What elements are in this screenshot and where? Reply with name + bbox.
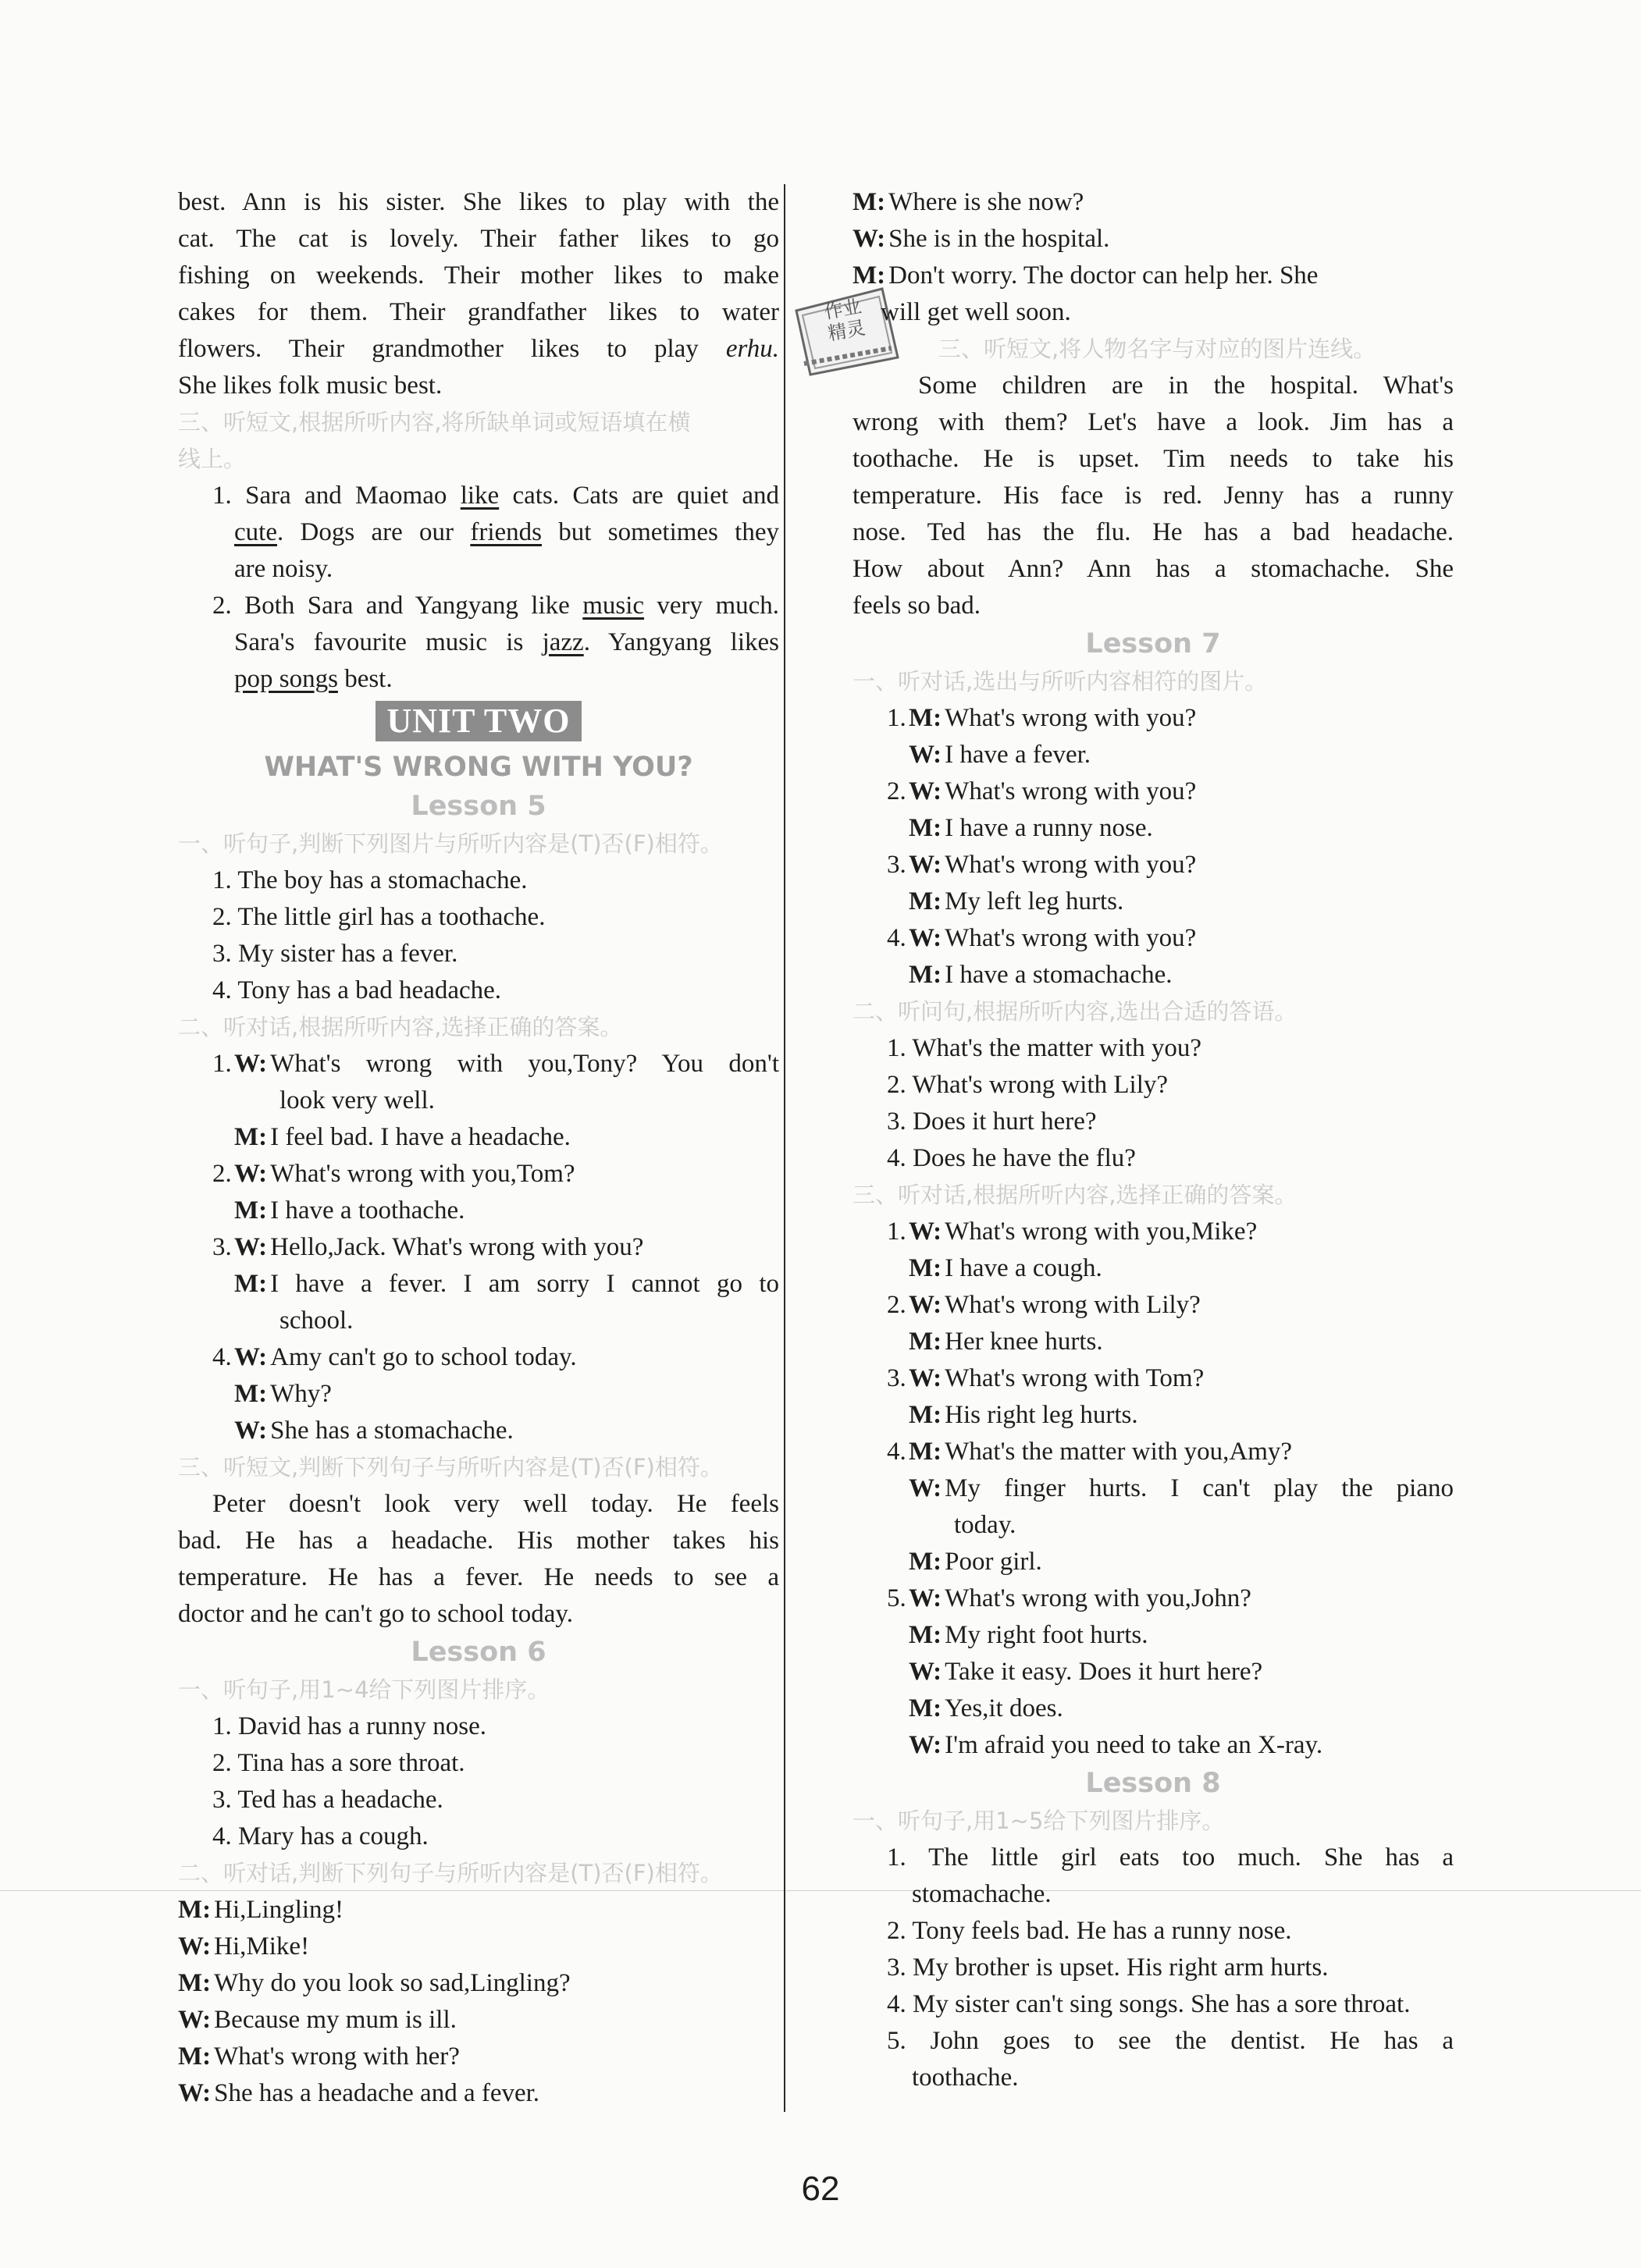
dialogue-line	[853, 1544, 1454, 1580]
speaker-label: W:	[909, 1474, 942, 1502]
item-number: 3.	[887, 1364, 906, 1392]
left-column	[178, 184, 779, 2112]
dialogue-text: Why?	[270, 1380, 332, 1408]
dialogue-line	[853, 883, 1454, 920]
fill-answer: music	[582, 592, 645, 620]
dialogue-text: What's wrong with you,Mike?	[945, 1218, 1258, 1246]
fill-text: 2. Both Sara and Yangyang like	[212, 592, 583, 620]
dialogue-text: Poor girl.	[945, 1548, 1042, 1576]
dialogue-line	[853, 1324, 1454, 1360]
paragraph-line: She likes folk music best.	[178, 371, 443, 400]
dialogue-line	[853, 1434, 1454, 1470]
fill-text: cats. Cats are quiet and	[499, 482, 779, 510]
paragraph-line: feels so bad.	[853, 592, 981, 620]
stamp-text: 作业	[822, 295, 863, 324]
dialogue-text: Hello,Jack. What's wrong with you?	[270, 1233, 644, 1261]
item-number: 3.	[887, 851, 906, 879]
dialogue-text: I have a runny nose.	[945, 814, 1153, 842]
dialogue	[853, 700, 1454, 994]
list-item: 1. What's the matter with you?	[887, 1034, 1202, 1062]
speaker-label: W:	[909, 741, 942, 769]
speaker-label: M:	[234, 1270, 268, 1298]
dialogue-line	[853, 1654, 1454, 1690]
speaker-label: M:	[909, 704, 942, 732]
dialogue-text: She has a stomachache.	[270, 1417, 514, 1445]
dialogue-text: She is in the hospital.	[888, 225, 1110, 253]
item-number: 3.	[212, 1233, 232, 1261]
dialogue-text: Amy can't go to school today.	[270, 1343, 577, 1371]
speaker-label: W:	[909, 1218, 942, 1246]
dialogue-line	[178, 1156, 779, 1193]
dialogue-line	[853, 1214, 1454, 1250]
fill-item: are noisy.	[234, 555, 333, 583]
speaker-label: W:	[234, 1050, 268, 1078]
list-item: 1. The boy has a stomachache.	[212, 866, 528, 894]
dialogue-line	[853, 737, 1454, 773]
item-number: 4.	[887, 1438, 906, 1466]
list-item: 3. Ted has a headache.	[212, 1786, 443, 1814]
speaker-label: W:	[178, 1932, 212, 1961]
speaker-label: W:	[909, 777, 942, 805]
dialogue-text: will get well soon.	[881, 298, 1071, 326]
list-item: 2. Tony feels bad. He has a runny nose.	[887, 1917, 1292, 1945]
dialogue-text: What's wrong with Lily?	[945, 1291, 1201, 1319]
list-item: 4. My sister can't sing songs. She has a sore throat.	[887, 1990, 1411, 2018]
dialogue-line	[853, 810, 1454, 847]
dialogue-line	[853, 1470, 1454, 1507]
dialogue-text: I have a fever. I am sorry I cannot go to	[270, 1270, 779, 1298]
list-item: 1. David has a runny nose.	[212, 1712, 487, 1740]
dialogue-line	[178, 1376, 779, 1413]
right-column	[853, 184, 1454, 2096]
dialogue	[853, 1214, 1454, 1764]
erhu-word: erhu.	[725, 335, 779, 363]
list-item: 5. John goes to see the dentist. He has a	[887, 2027, 1454, 2055]
dialogue-line	[853, 920, 1454, 957]
stamp-text: 精灵	[826, 316, 867, 345]
fill-item	[178, 588, 779, 624]
paragraph-line: nose. Ted has the flu. He has a bad headache.	[853, 518, 1454, 546]
fill-answer: like	[460, 482, 500, 510]
lesson-heading: Lesson 7	[1085, 628, 1221, 659]
item-number: 2.	[212, 1160, 232, 1188]
paragraph-line: Some children are in the hospital. What's	[918, 371, 1454, 400]
speaker-label: W:	[909, 1291, 942, 1319]
paragraph-text: flowers. Their grandmother likes to play	[178, 335, 726, 363]
dialogue-text: What's wrong with you,Tony? You don't	[270, 1050, 779, 1078]
dialogue-text: What's the matter with you,Amy?	[945, 1438, 1293, 1466]
column-divider	[784, 184, 785, 2112]
dialogue-line	[178, 2075, 779, 2112]
section-heading: 线上。	[178, 446, 247, 472]
section-heading: 三、听短文,根据所听内容,将所缺单词或短语填在横	[178, 409, 691, 435]
paragraph-line: wrong with them? Let's have a look. Jim has a	[853, 408, 1454, 436]
dialogue-line	[178, 1266, 779, 1303]
fill-item	[178, 514, 779, 551]
paragraph-line: fishing on weekends. Their mother likes to make	[178, 261, 779, 290]
item-number: 1.	[212, 1050, 232, 1078]
dialogue-line	[178, 1965, 779, 2002]
dialogue-text: What's wrong with you?	[945, 851, 1197, 879]
speaker-label: W:	[234, 1160, 268, 1188]
dialogue-line	[853, 221, 1454, 258]
section-heading: 三、听短文,判断下列句子与所听内容是(T)否(F)相符。	[178, 1454, 723, 1481]
dialogue-text: What's wrong with you?	[945, 777, 1197, 805]
unit-banner	[178, 698, 779, 748]
dialogue-text: His right leg hurts.	[945, 1401, 1138, 1429]
speaker-label: M:	[909, 1401, 942, 1429]
dialogue-text: My left leg hurts.	[945, 887, 1124, 915]
dialogue-line	[178, 2002, 779, 2039]
dialogue-line	[178, 1413, 779, 1449]
fill-text: Sara's favourite music is	[234, 628, 543, 656]
fill-answer: friends	[470, 518, 542, 546]
dialogue-line: school.	[279, 1306, 354, 1335]
lesson-heading: Lesson 6	[411, 1637, 546, 1668]
fill-answer: cute	[234, 518, 277, 546]
fill-answer: jazz	[542, 628, 584, 656]
speaker-label: M:	[909, 887, 942, 915]
dialogue-text: Yes,it does.	[945, 1694, 1063, 1722]
paragraph-line: best. Ann is his sister. She likes to play with the	[178, 188, 779, 216]
speaker-label: W:	[909, 924, 942, 952]
speaker-label: W:	[178, 2006, 212, 2034]
item-number: 5.	[887, 1584, 906, 1612]
list-item: 2. Tina has a sore throat.	[212, 1749, 465, 1777]
item-number: 4.	[887, 924, 906, 952]
speaker-label: W:	[234, 1417, 268, 1445]
dialogue	[178, 1892, 779, 2112]
dialogue-line	[178, 1119, 779, 1156]
fill-item	[178, 624, 779, 661]
dialogue-line	[178, 1892, 779, 1929]
list-item: 3. My brother is upset. His right arm hurts.	[887, 1953, 1329, 1982]
section-heading: 一、听对话,选出与所听内容相符的图片。	[853, 668, 1268, 695]
dialogue-text: Hi,Mike!	[214, 1932, 310, 1961]
speaker-label: M:	[909, 1694, 942, 1722]
fill-item	[178, 478, 779, 514]
dialogue-text: I have a stomachache.	[945, 961, 1173, 989]
dialogue-text: I have a cough.	[945, 1254, 1102, 1282]
speaker-label: M:	[178, 1896, 212, 1924]
dialogue	[853, 184, 1454, 331]
dialogue-line	[178, 1046, 779, 1082]
dialogue-line	[178, 2039, 779, 2075]
paragraph-line: toothache. He is upset. Tim needs to take his	[853, 445, 1454, 473]
paragraph-line	[178, 331, 779, 368]
item-number: 1.	[887, 1218, 906, 1246]
speaker-label: M:	[178, 1969, 212, 1997]
dialogue-text: Why do you look so sad,Lingling?	[214, 1969, 571, 1997]
dialogue-text: I'm afraid you need to take an X-ray.	[945, 1731, 1323, 1759]
speaker-label: W:	[234, 1233, 268, 1261]
dialogue-text: Don't worry. The doctor can help her. She	[888, 261, 1319, 290]
speaker-label: M:	[909, 1438, 942, 1466]
fill-item	[178, 661, 779, 698]
list-item-continuation: toothache.	[912, 2064, 1019, 2092]
fill-text: very much.	[644, 592, 780, 620]
section-heading: 一、听句子,用1~4给下列图片排序。	[178, 1676, 550, 1703]
speaker-label: W:	[853, 225, 886, 253]
dialogue-line	[853, 847, 1454, 883]
dialogue-text: What's wrong with you,John?	[945, 1584, 1251, 1612]
list-item: 3. My sister has a fever.	[212, 940, 458, 968]
fill-text: 1. Sara and Maomao	[212, 482, 461, 510]
speaker-label: M:	[909, 1548, 942, 1576]
sentence-list	[853, 1840, 1454, 2096]
dialogue	[178, 1046, 779, 1449]
list-item-continuation: stomachache.	[912, 1880, 1052, 1908]
dialogue-line	[853, 1360, 1454, 1397]
fill-text: best.	[337, 665, 393, 693]
dialogue-line	[178, 1339, 779, 1376]
page-number: 62	[801, 2170, 840, 2208]
dialogue-text: What's wrong with Tom?	[945, 1364, 1205, 1392]
item-number: 2.	[887, 777, 906, 805]
paragraph-line: doctor and he can't go to school today.	[178, 1600, 574, 1628]
dialogue-line	[853, 184, 1454, 221]
section-heading: 三、听对话,根据所听内容,选择正确的答案。	[853, 1182, 1297, 1208]
unit-subtitle: WHAT'S WRONG WITH YOU?	[264, 752, 693, 783]
speaker-label: M:	[909, 1621, 942, 1649]
item-number: 4.	[212, 1343, 232, 1371]
fill-text: . Dogs are our	[276, 518, 471, 546]
fill-text: but sometimes they	[541, 518, 779, 546]
list-item: 2. What's wrong with Lily?	[887, 1071, 1169, 1099]
speaker-label: M:	[909, 961, 942, 989]
list-item: 4. Tony has a bad headache.	[212, 976, 502, 1004]
speaker-label: W:	[909, 851, 942, 879]
dialogue-text: She has a headache and a fever.	[214, 2079, 540, 2107]
speaker-label: W:	[909, 1658, 942, 1686]
dialogue-text: I have a fever.	[945, 741, 1091, 769]
paragraph-line: bad. He has a headache. His mother takes his	[178, 1527, 779, 1555]
list-item: 4. Mary has a cough.	[212, 1822, 429, 1850]
speaker-label: M:	[178, 2042, 212, 2071]
speaker-label: W:	[909, 1584, 942, 1612]
dialogue-text: What's wrong with her?	[214, 2042, 460, 2071]
dialogue-text: What's wrong with you,Tom?	[270, 1160, 575, 1188]
list-item: 3. Does it hurt here?	[887, 1107, 1097, 1136]
dialogue-line	[178, 1229, 779, 1266]
speaker-label: M:	[234, 1380, 268, 1408]
speaker-label: W:	[234, 1343, 268, 1371]
speaker-label: M:	[853, 188, 886, 216]
dialogue-text: Hi,Lingling!	[214, 1896, 344, 1924]
speaker-label: M:	[853, 261, 886, 290]
section-heading: 三、听短文,将人物名字与对应的图片连线。	[938, 336, 1376, 362]
fill-answer: pop songs	[234, 665, 338, 693]
dialogue-line	[853, 1727, 1454, 1764]
speaker-label: W:	[909, 1364, 942, 1392]
speaker-label: M:	[909, 1254, 942, 1282]
dialogue-line	[853, 1690, 1454, 1727]
paragraph-line: cakes for them. Their grandfather likes to water	[178, 298, 779, 326]
dialogue-line	[853, 258, 1454, 294]
dialogue-text: Because my mum is ill.	[214, 2006, 457, 2034]
dialogue-line	[853, 700, 1454, 737]
dialogue-text: What's wrong with you?	[945, 704, 1197, 732]
dialogue-text: Where is she now?	[888, 188, 1084, 216]
dialogue-line	[853, 957, 1454, 994]
dialogue-text: Her knee hurts.	[945, 1328, 1103, 1356]
lesson-heading: Lesson 5	[411, 791, 546, 822]
section-heading: 一、听句子,用1~5给下列图片排序。	[853, 1808, 1225, 1834]
dialogue-line	[853, 1397, 1454, 1434]
section-heading: 二、听问句,根据所听内容,选出合适的答语。	[853, 998, 1297, 1025]
dialogue-line	[178, 1193, 779, 1229]
unit-title: UNIT TWO	[376, 701, 581, 741]
paragraph-line: Peter doesn't look very well today. He feels	[212, 1490, 779, 1518]
dialogue-text: My right foot hurts.	[945, 1621, 1148, 1649]
speaker-label: M:	[234, 1196, 268, 1225]
speaker-label: W:	[178, 2079, 212, 2107]
section-heading: 二、听对话,判断下列句子与所听内容是(T)否(F)相符。	[178, 1860, 723, 1886]
dialogue-line	[853, 294, 1454, 331]
dialogue-line: today.	[954, 1511, 1016, 1539]
dialogue-line	[853, 773, 1454, 810]
dialogue-line	[178, 1929, 779, 1965]
item-number: 1.	[887, 704, 906, 732]
dialogue-text: My finger hurts. I can't play the piano	[945, 1474, 1454, 1502]
dialogue-text: Take it easy. Does it hurt here?	[945, 1658, 1263, 1686]
paragraph-line: temperature. He has a fever. He needs to see a	[178, 1563, 779, 1591]
dialogue-text: I feel bad. I have a headache.	[270, 1123, 571, 1151]
paragraph-line: temperature. His face is red. Jenny has a runny	[853, 482, 1454, 510]
dialogue-line	[853, 1250, 1454, 1287]
dialogue-line	[853, 1580, 1454, 1617]
paragraph-line: How about Ann? Ann has a stomachache. She	[853, 555, 1454, 583]
paragraph-line: cat. The cat is lovely. Their father likes to go	[178, 225, 779, 253]
item-number: 2.	[887, 1291, 906, 1319]
dialogue-line: look very well.	[279, 1086, 435, 1114]
speaker-label: M:	[909, 814, 942, 842]
list-item: 2. The little girl has a toothache.	[212, 903, 546, 931]
list-item: 4. Does he have the flu?	[887, 1144, 1136, 1172]
dialogue-line	[853, 1287, 1454, 1324]
speaker-label: M:	[909, 1328, 942, 1356]
dialogue-line	[853, 1617, 1454, 1654]
section-heading: 二、听对话,根据所听内容,选择正确的答案。	[178, 1014, 623, 1040]
speaker-label: M:	[234, 1123, 268, 1151]
lesson-heading: Lesson 8	[1085, 1768, 1221, 1799]
list-item: 1. The little girl eats too much. She has a	[887, 1843, 1454, 1872]
dialogue-text: What's wrong with you?	[945, 924, 1197, 952]
speaker-label: W:	[909, 1731, 942, 1759]
dialogue-text: I have a toothache.	[270, 1196, 465, 1225]
section-heading: 一、听句子,判断下列图片与所听内容是(T)否(F)相符。	[178, 830, 723, 857]
fill-text: . Yangyang likes	[583, 628, 779, 656]
